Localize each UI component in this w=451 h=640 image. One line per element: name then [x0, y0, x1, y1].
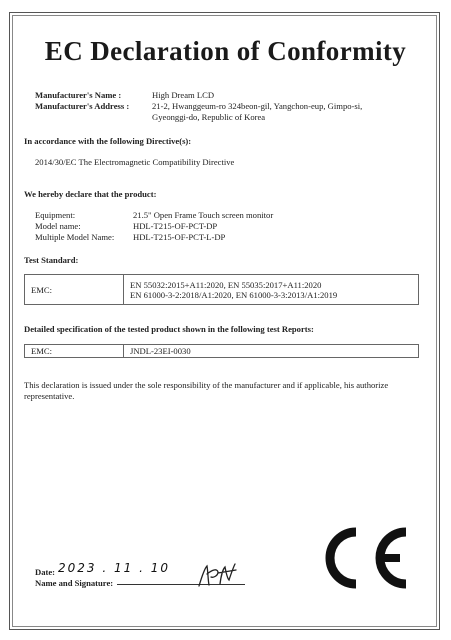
manufacturer-address-line2: Gyeonggi-do, Republic of Korea — [152, 112, 266, 122]
equipment-value: 21.5" Open Frame Touch screen monitor — [133, 210, 274, 220]
product-heading: We hereby declare that the product: — [24, 189, 157, 199]
signature-label: Name and Signature: — [35, 578, 114, 588]
reports-heading: Detailed specification of the tested product shown in the following test Reports: — [24, 324, 314, 334]
test-standard-line2: EN 61000-3-2:2018/A1:2020, EN 61000-3-3:2013/A1:2019 — [130, 289, 338, 300]
test-standard-heading: Test Standard: — [24, 255, 79, 265]
date-value: 2023 . 11 . 10 — [58, 561, 170, 575]
manufacturer-name-value: High Dream LCD — [152, 90, 215, 100]
statement-line1: This declaration is issued under the sole responsibility of the manufacturer and if applicable, his authorize — [24, 380, 389, 390]
test-standard-emc-values — [124, 275, 419, 305]
test-standard-emc-label: EMC: — [25, 275, 124, 305]
document-title: EC Declaration of Conformity — [44, 36, 407, 66]
directive-text: 2014/30/EC The Electromagnetic Compatibility Directive — [35, 157, 235, 167]
model-name-label: Model name: — [35, 221, 81, 231]
reports-value: JNDL-23EI-0030 — [124, 345, 419, 358]
ce-mark-icon — [310, 527, 412, 589]
test-standard-line1: EN 55032:2015+A11:2020, EN 55035:2017+A11:2020 — [130, 279, 322, 290]
manufacturer-address-line1: 21-2, Hwanggeum-ro 324beon-gil, Yangchon-eup, Gimpo-si, — [152, 101, 363, 111]
multiple-model-label: Multiple Model Name: — [35, 232, 115, 242]
test-standard-table — [24, 274, 419, 305]
equipment-label: Equipment: — [35, 210, 76, 220]
statement-line2: representative. — [24, 391, 75, 401]
reports-table — [24, 344, 419, 358]
model-name-value: HDL-T215-OF-PCT-DP — [133, 221, 218, 231]
manufacturer-name-label: Manufacturer's Name : — [35, 90, 122, 100]
manufacturer-address-label: Manufacturer's Address : — [35, 101, 130, 111]
multiple-model-value: HDL-T215-OF-PCT-L-DP — [133, 232, 226, 242]
reports-emc-label: EMC: — [25, 345, 124, 358]
handwritten-signature — [196, 558, 238, 590]
date-label: Date: — [35, 567, 56, 577]
directive-heading: In accordance with the following Directive(s): — [24, 136, 192, 146]
